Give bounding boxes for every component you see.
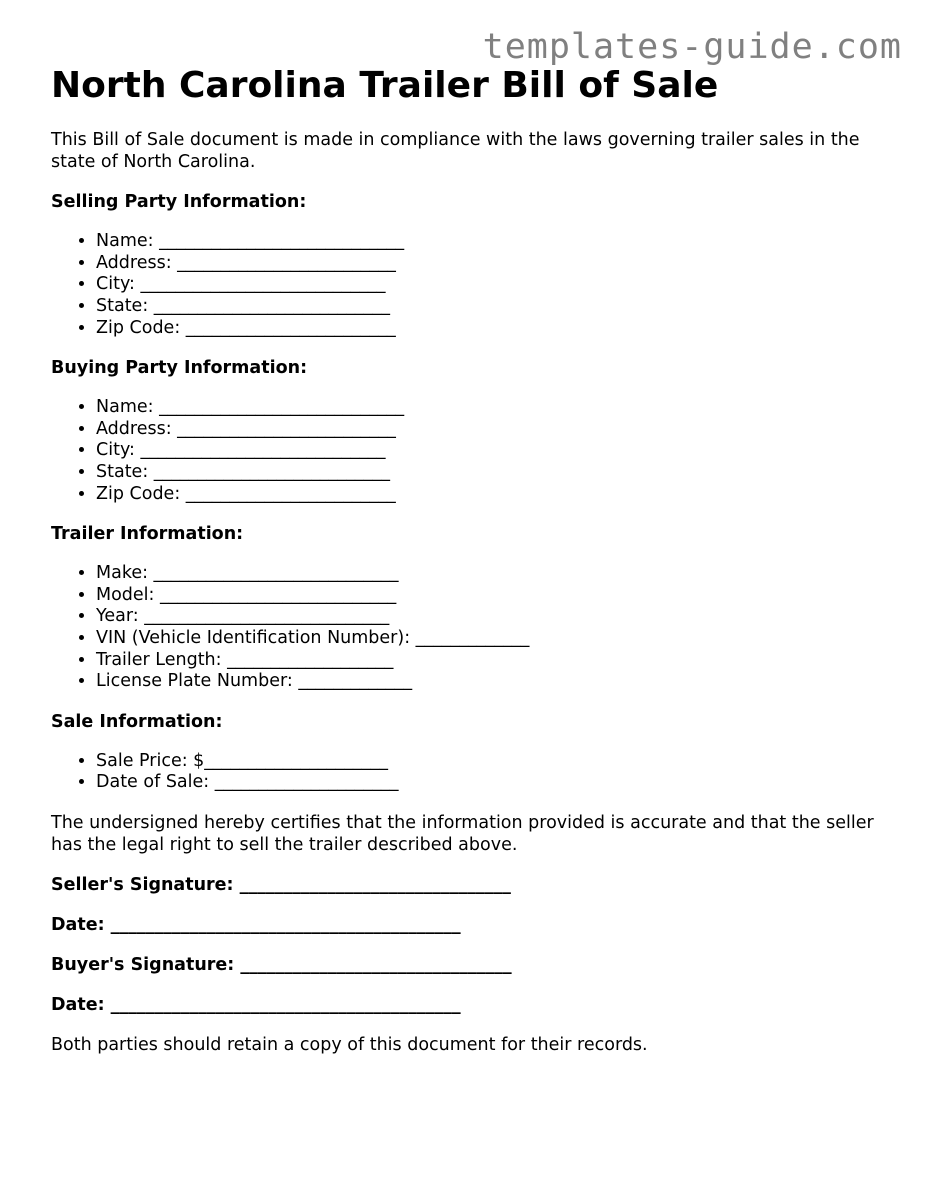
- buyer-section-heading: Buying Party Information:: [51, 358, 308, 379]
- trailer-model-field: • Model: ___________________________: [96, 585, 891, 607]
- buyer-name-field: • Name: ____________________________: [96, 397, 891, 419]
- trailer-vin-field: • VIN (Vehicle Identification Number): _____________: [96, 628, 891, 650]
- trailer-plate-field: • License Plate Number: _____________: [96, 671, 891, 693]
- sale-price-field: • Sale Price: $_____________________: [96, 751, 891, 773]
- seller-date-line: Date: ________________________________________: [51, 914, 461, 935]
- intro-paragraph: This Bill of Sale document is made in compliance with the laws governing trailer sales in the state of North Carolina.: [51, 130, 860, 173]
- sale-section-heading: Sale Information:: [51, 711, 223, 732]
- sale-date-field: • Date of Sale: _____________________: [96, 772, 891, 794]
- trailer-year-field: • Year: ____________________________: [96, 606, 891, 628]
- seller-section-heading: Selling Party Information:: [51, 192, 307, 213]
- trailer-make-field: • Make: ____________________________: [96, 563, 891, 585]
- buyer-info-list: [51, 397, 891, 505]
- document-title: North Carolina Trailer Bill of Sale: [51, 65, 719, 106]
- seller-state-field: • State: ___________________________: [96, 296, 891, 318]
- buyer-city-field: • City: ____________________________: [96, 440, 891, 462]
- document-page: [51, 64, 891, 1074]
- trailer-length-field: • Trailer Length: ___________________: [96, 650, 891, 672]
- sale-info-list: [51, 751, 891, 794]
- closing-paragraph: Both parties should retain a copy of this document for their records.: [51, 1034, 648, 1055]
- trailer-info-list: [51, 563, 891, 693]
- buyer-state-field: • State: ___________________________: [96, 462, 891, 484]
- seller-info-list: [51, 231, 891, 339]
- trailer-section-heading: Trailer Information:: [51, 524, 244, 545]
- certification-paragraph: The undersigned hereby certifies that the information provided is accurate and that the seller has the legal right to sell the trailer described above.: [51, 812, 874, 855]
- seller-city-field: • City: ____________________________: [96, 274, 891, 296]
- buyer-zip-field: • Zip Code: ________________________: [96, 484, 891, 506]
- buyer-date-line: Date: ________________________________________: [51, 994, 461, 1015]
- seller-signature-line: Seller's Signature: _______________________________: [51, 874, 511, 895]
- seller-zip-field: • Zip Code: ________________________: [96, 318, 891, 340]
- buyer-address-field: • Address: _________________________: [96, 419, 891, 441]
- seller-name-field: • Name: ____________________________: [96, 231, 891, 253]
- buyer-signature-line: Buyer's Signature: _______________________________: [51, 954, 512, 975]
- seller-address-field: • Address: _________________________: [96, 253, 891, 275]
- watermark: templates-guide.com: [482, 27, 902, 67]
